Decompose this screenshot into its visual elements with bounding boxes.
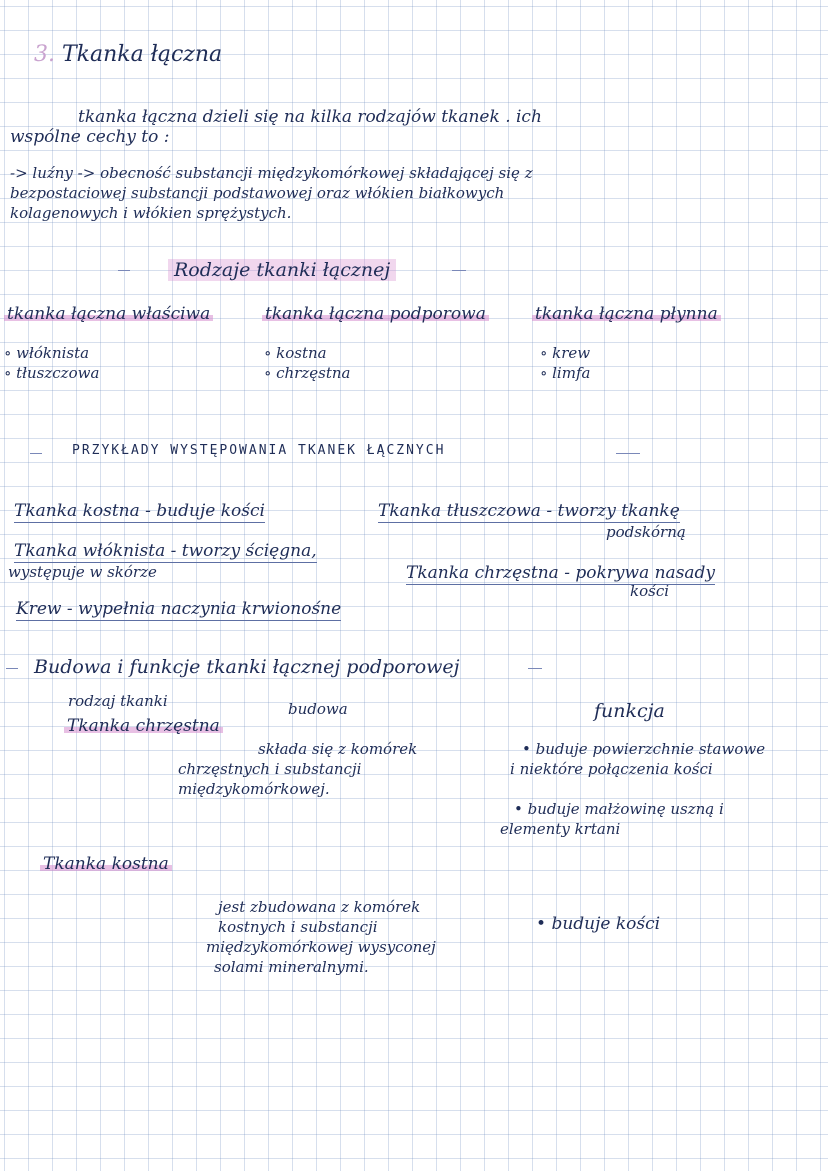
divider-right [528, 668, 542, 669]
examples-heading: PRZYKŁADY WYSTĘPOWANIA TKANEK ŁĄCZNYCH [72, 443, 446, 458]
column-header-structure: budowa [288, 700, 348, 718]
structure-line: chrzęstnych i substancji [178, 760, 362, 778]
example-fibrous-cont: występuje w skórze [8, 563, 157, 581]
example-adipose: Tkanka tłuszczowa - tworzy tkankę [378, 501, 680, 521]
types-heading: Rodzaje tkanki łącznej [168, 259, 396, 281]
structure-line: międzykomórkowej wysyconej [206, 938, 436, 956]
structure-line: jest zbudowana z komórek [218, 898, 421, 916]
divider-left [118, 270, 130, 271]
divider-right [616, 453, 640, 454]
traits-line-3: kolagenowych i włókien sprężystych. [10, 204, 292, 222]
function-item: • buduje powierzchnie stawowe [522, 740, 766, 758]
example-bone: Tkanka kostna - buduje kości [14, 501, 265, 521]
example-cartilage: Tkanka chrzęstna - pokrywa nasady [406, 563, 716, 583]
example-cartilage-cont: kości [630, 582, 670, 600]
type-label-fluid: tkanka łączna płynna [532, 304, 721, 324]
column-header-type: rodzaj tkanki [68, 692, 168, 710]
traits-line-2: bezpostaciowej substancji podstawowej oraz włókien białkowych [10, 184, 505, 202]
column-header-function: funkcja [594, 700, 665, 722]
type-item: ∘ limfa [540, 364, 591, 382]
title-text: Tkanka łączna [62, 42, 223, 67]
type-label-proper: tkanka łączna właściwa [4, 304, 213, 324]
function-item: • buduje kości [536, 914, 661, 934]
intro-line-2: wspólne cechy to : [10, 127, 170, 147]
example-adipose-cont: podskórną [606, 523, 686, 541]
function-item-cont: elementy krtani [500, 820, 621, 838]
type-item: ∘ kostna [264, 344, 327, 362]
structure-line: składa się z komórek [258, 740, 418, 758]
function-item-cont: i niektóre połączenia kości [510, 760, 713, 778]
page-title [34, 42, 222, 67]
intro-line-1: tkanka łączna dzieli się na kilka rodzajów tkanek . ich [78, 107, 542, 127]
example-fibrous: Tkanka włóknista - tworzy ścięgna, [14, 541, 317, 561]
divider-left [6, 668, 18, 669]
type-item: ∘ krew [540, 344, 591, 362]
support-heading: Budowa i funkcje tkanki łącznej podporowej [34, 656, 460, 678]
type-item: ∘ chrzęstna [264, 364, 351, 382]
row-name-cartilage: Tkanka chrzęstna [64, 716, 223, 736]
structure-line: międzykomórkowej. [178, 780, 330, 798]
divider-left [30, 453, 42, 454]
traits-line-1: -> luźny -> obecność substancji międzykomórkowej składającej się z [10, 164, 533, 182]
divider-right [452, 270, 466, 271]
row-name-bone: Tkanka kostna [40, 854, 172, 874]
function-item: • buduje małżowinę uszną i [514, 800, 724, 818]
section-number: 3. [34, 42, 55, 67]
type-label-supporting: tkanka łączna podporowa [262, 304, 489, 324]
type-item: ∘ włóknista [4, 344, 90, 362]
example-blood: Krew - wypełnia naczynia krwionośne [16, 599, 342, 619]
structure-line: solami mineralnymi. [214, 958, 369, 976]
type-item: ∘ tłuszczowa [4, 364, 100, 382]
structure-line: kostnych i substancji [218, 918, 378, 936]
